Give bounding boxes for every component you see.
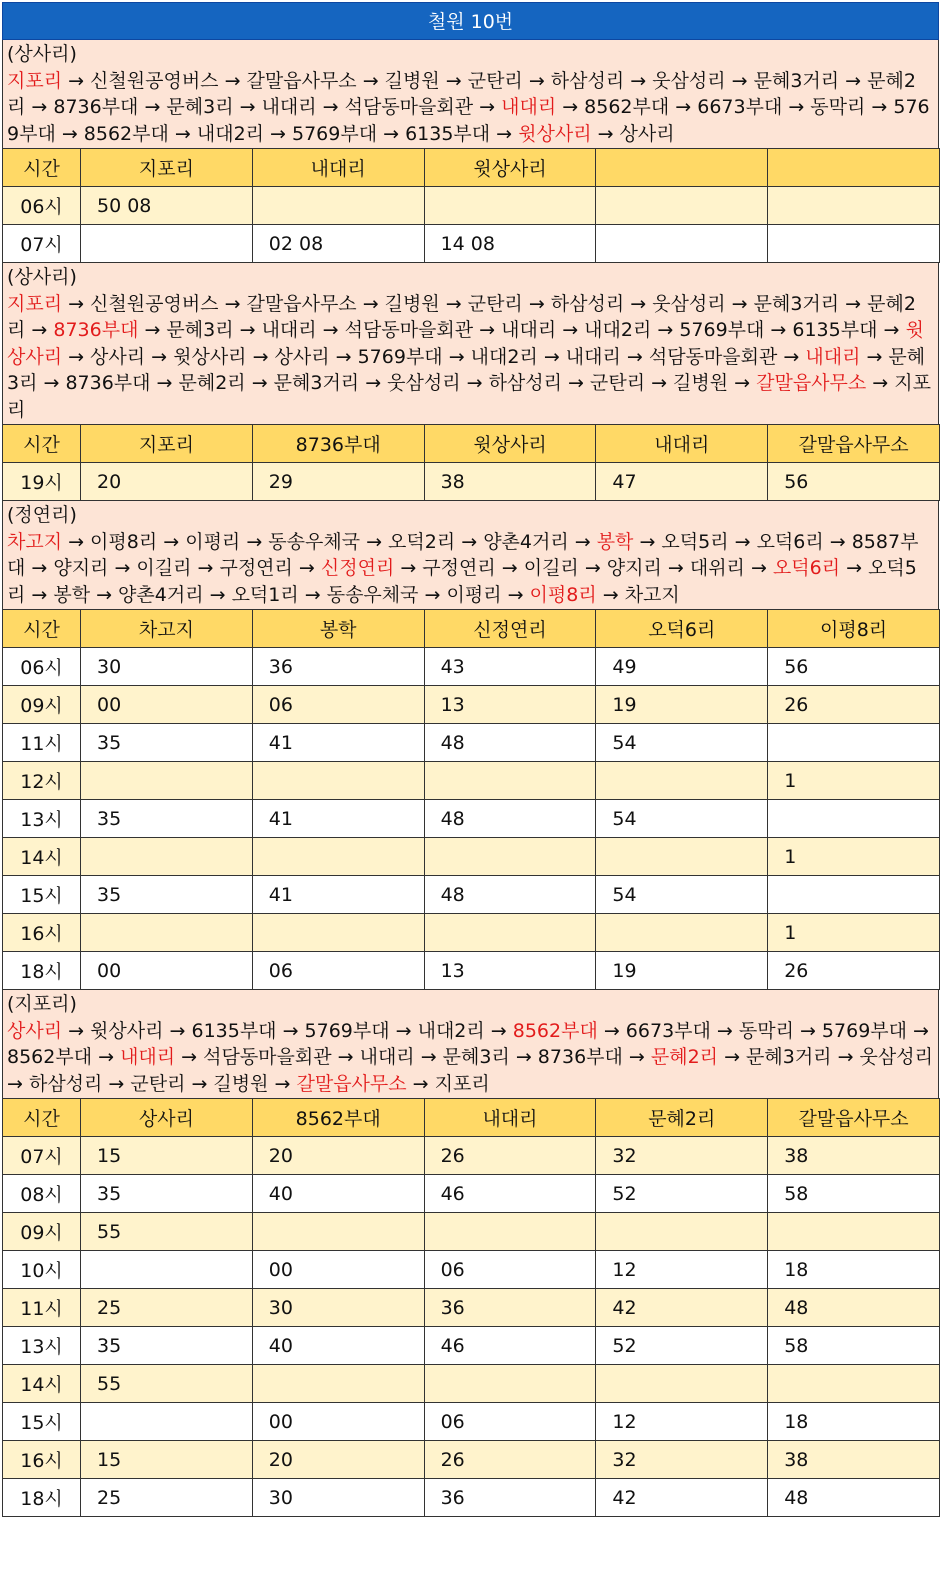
minute-cell: 55 [81,1365,253,1403]
minute-cell [768,1365,940,1403]
hour-cell: 14시 [3,838,81,876]
minute-cell: 32 [596,1137,768,1175]
minute-cell [424,838,596,876]
column-header [596,149,768,187]
route-stop-highlight: 문혜2리 [650,1046,719,1068]
route-origin: (지포리) [7,993,77,1015]
hour-cell: 06시 [3,187,81,225]
hour-cell: 16시 [3,1441,81,1479]
hour-cell: 07시 [3,225,81,263]
minute-cell: 26 [768,952,940,990]
route-stop-highlight: 지포리 [7,292,63,315]
minute-cell: 00 [81,686,253,724]
table-row [3,187,940,225]
minute-cell: 18 [768,1403,940,1441]
route-stop-text: → 상사리 [591,122,675,145]
minute-cell: 36 [252,648,424,686]
minute-cell: 38 [424,463,596,501]
route-stop-text: → 문혜3리 → 8736부대 → 문혜2리 → 문혜3거리 → 웃삼성리 → 하삼성리 → 군탄리 → 길병원 → [7,345,926,394]
table-row [3,1441,940,1479]
hour-cell: 12시 [3,762,81,800]
minute-cell: 00 [81,952,253,990]
table-header-row [3,149,940,187]
minute-cell: 00 [252,1403,424,1441]
table-row [3,952,940,990]
route-stop-highlight: 내대리 [120,1046,176,1068]
minute-cell: 35 [81,876,253,914]
column-header: 8736부대 [252,425,424,463]
table-row [3,1479,940,1517]
table-header-row [3,610,940,648]
route-stop-text: → 신철원공영버스 → 갈말읍사무소 → 길병원 → 군탄리 → 하삼성리 → 웃삼성리 → 문혜3거리 → 문혜2리 → [7,292,916,341]
minute-cell: 52 [596,1175,768,1213]
route-stops [7,291,934,424]
minute-cell: 06 [252,952,424,990]
minute-cell: 36 [424,1289,596,1327]
table-row [3,686,940,724]
route-stop-text: → 구정연리 → 이길리 → 양지리 → 대위리 → [394,557,773,579]
minute-cell: 30 [252,1289,424,1327]
column-header: 지포리 [81,149,253,187]
route-description [2,263,939,424]
minute-cell: 1 [768,914,940,952]
table-row [3,762,940,800]
column-header: 차고지 [81,610,253,648]
column-header: 시간 [3,610,81,648]
column-header: 갈말읍사무소 [768,1099,940,1137]
minute-cell: 54 [596,800,768,838]
minute-cell [596,1365,768,1403]
minute-cell [424,1213,596,1251]
minute-cell: 48 [424,876,596,914]
minute-cell: 43 [424,648,596,686]
table-row [3,1137,940,1175]
column-header: 지포리 [81,425,253,463]
route-origin: (정연리) [7,504,77,526]
route-stop-highlight: 이평8리 [529,583,597,606]
minute-cell: 48 [768,1289,940,1327]
minute-cell: 20 [252,1441,424,1479]
route-stops [7,529,934,609]
table-row [3,1403,940,1441]
schedule-table [2,609,940,990]
minute-cell: 54 [596,724,768,762]
minute-cell [81,1403,253,1441]
schedule-table [2,424,940,501]
minute-cell: 41 [252,724,424,762]
minute-cell: 38 [768,1441,940,1479]
minute-cell: 48 [424,800,596,838]
route-stop-text: → 석담동마을회관 → 내대리 → 문혜3리 → 8736부대 → [175,1046,651,1068]
minute-cell: 47 [596,463,768,501]
column-header: 봉학 [252,610,424,648]
minute-cell: 13 [424,952,596,990]
hour-cell: 11시 [3,724,81,762]
minute-cell: 18 [768,1251,940,1289]
route-stop-highlight: 차고지 [7,530,63,553]
minute-cell [596,225,768,263]
page-title: 철원 10번 [2,2,939,40]
route-origin: (상사리) [7,266,77,288]
minute-cell: 55 [81,1213,253,1251]
minute-cell: 1 [768,838,940,876]
hour-cell: 11시 [3,1289,81,1327]
hour-cell: 15시 [3,1403,81,1441]
minute-cell: 56 [768,648,940,686]
route-stop-highlight: 윗상사리 [7,319,924,368]
minute-cell [596,187,768,225]
table-row [3,800,940,838]
table-row [3,1213,940,1251]
minute-cell: 46 [424,1327,596,1365]
column-header: 오덕6리 [596,610,768,648]
column-header: 상사리 [81,1099,253,1137]
column-header: 신정연리 [424,610,596,648]
minute-cell: 52 [596,1327,768,1365]
column-header: 윗상사리 [424,149,596,187]
minute-cell [81,838,253,876]
hour-cell: 13시 [3,800,81,838]
minute-cell: 35 [81,800,253,838]
route-description [2,501,939,609]
minute-cell [252,762,424,800]
minute-cell: 35 [81,1175,253,1213]
minute-cell [81,914,253,952]
table-row [3,914,940,952]
table-row [3,1251,940,1289]
column-header: 문혜2리 [596,1099,768,1137]
minute-cell: 1 [768,762,940,800]
route-stop-highlight: 오덕6리 [772,557,841,579]
minute-cell: 19 [596,952,768,990]
table-header-row [3,425,940,463]
minute-cell: 19 [596,686,768,724]
route-stop-highlight: 내대리 [501,96,557,118]
minute-cell [252,838,424,876]
minute-cell: 25 [81,1289,253,1327]
minute-cell [768,225,940,263]
minute-cell [252,914,424,952]
minute-cell [252,1213,424,1251]
table-row [3,1365,940,1403]
hour-cell: 06시 [3,648,81,686]
route-stop-text: → 이평8리 → 이평리 → 동송우체국 → 오덕2리 → 양촌4거리 → [62,530,597,553]
minute-cell: 26 [424,1441,596,1479]
route-description [2,40,939,148]
hour-cell: 07시 [3,1137,81,1175]
hour-cell: 08시 [3,1175,81,1213]
minute-cell: 20 [252,1137,424,1175]
route-description [2,990,939,1098]
minute-cell [768,187,940,225]
minute-cell: 06 [424,1251,596,1289]
column-header: 내대리 [596,425,768,463]
hour-cell: 15시 [3,876,81,914]
route-stop-highlight: 윗상사리 [518,122,592,145]
route-stops [7,1018,934,1098]
minute-cell: 02 08 [252,225,424,263]
column-header [768,149,940,187]
route-stop-highlight: 봉학 [596,530,634,553]
route-stop-highlight: 갈말읍사무소 [296,1072,407,1095]
table-row [3,1175,940,1213]
minute-cell [252,187,424,225]
minute-cell: 12 [596,1251,768,1289]
column-header: 내대리 [424,1099,596,1137]
table-header-row [3,1099,940,1137]
minute-cell: 12 [596,1403,768,1441]
table-row [3,1327,940,1365]
minute-cell: 13 [424,686,596,724]
timetable-sections [2,40,939,1517]
route-stop-text: → 차고지 [596,583,680,606]
route-stops [7,68,934,148]
minute-cell [596,762,768,800]
minute-cell [81,1251,253,1289]
route-stop-text: → 신철원공영버스 → 갈말읍사무소 → 길병원 → 군탄리 → 하삼성리 → 웃삼성리 → 문혜3거리 → 문혜2리 → 8736부대 → 문혜3리 → 내대리 → 석담동마을회관 → [7,69,916,118]
table-row [3,225,940,263]
minute-cell: 36 [424,1479,596,1517]
hour-cell: 09시 [3,1213,81,1251]
minute-cell [424,762,596,800]
schedule-table [2,1098,940,1517]
minute-cell: 30 [81,648,253,686]
route-stop-text: → 상사리 → 윗상사리 → 상사리 → 5769부대 → 내대2리 → 내대리 → 석담동마을회관 → [62,345,806,368]
minute-cell [768,800,940,838]
minute-cell [252,1365,424,1403]
hour-cell: 10시 [3,1251,81,1289]
minute-cell: 35 [81,724,253,762]
hour-cell: 16시 [3,914,81,952]
minute-cell: 41 [252,876,424,914]
timetable-page [2,2,939,1517]
column-header: 갈말읍사무소 [768,425,940,463]
minute-cell: 42 [596,1479,768,1517]
minute-cell: 14 08 [424,225,596,263]
hour-cell: 13시 [3,1327,81,1365]
route-stop-text: → 윗상사리 → 6135부대 → 5769부대 → 내대2리 → [62,1019,513,1042]
column-header: 윗상사리 [424,425,596,463]
route-stop-text: → 오덕5리 → 봉학 → 양촌4거리 → 오덕1리 → 동송우체국 → 이평리 → [7,557,917,606]
minute-cell: 35 [81,1327,253,1365]
route-stop-text: → 지포리 [406,1072,490,1095]
minute-cell: 48 [768,1479,940,1517]
minute-cell: 58 [768,1175,940,1213]
minute-cell: 25 [81,1479,253,1517]
minute-cell: 32 [596,1441,768,1479]
minute-cell: 50 08 [81,187,253,225]
minute-cell [424,187,596,225]
route-stop-highlight: 상사리 [7,1019,63,1042]
minute-cell: 46 [424,1175,596,1213]
minute-cell: 29 [252,463,424,501]
column-header: 시간 [3,425,81,463]
minute-cell: 42 [596,1289,768,1327]
minute-cell [768,724,940,762]
table-row [3,724,940,762]
minute-cell: 48 [424,724,596,762]
minute-cell: 06 [424,1403,596,1441]
minute-cell: 20 [81,463,253,501]
route-stop-text: → 문혜3거리 → 웃삼성리 → 하삼성리 → 군탄리 → 길병원 → [7,1046,933,1095]
route-stop-highlight: 지포리 [7,69,63,92]
hour-cell: 14시 [3,1365,81,1403]
minute-cell: 54 [596,876,768,914]
table-row [3,838,940,876]
minute-cell [596,1213,768,1251]
minute-cell: 06 [252,686,424,724]
minute-cell: 00 [252,1251,424,1289]
minute-cell [596,838,768,876]
minute-cell [424,1365,596,1403]
route-stop-highlight: 8562부대 [512,1019,598,1042]
table-row [3,1289,940,1327]
minute-cell: 58 [768,1327,940,1365]
column-header: 내대리 [252,149,424,187]
column-header: 시간 [3,1099,81,1137]
route-stop-text: → 오덕5리 → 오덕6리 → 8587부대 → 양지리 → 이길리 → 구정연리 → [7,530,919,579]
route-stop-highlight: 내대리 [805,345,861,368]
route-stop-highlight: 신정연리 [320,557,395,579]
minute-cell: 15 [81,1441,253,1479]
minute-cell [424,914,596,952]
table-row [3,876,940,914]
hour-cell: 19시 [3,463,81,501]
minute-cell: 15 [81,1137,253,1175]
minute-cell [81,225,253,263]
minute-cell [596,914,768,952]
route-origin: (상사리) [7,43,77,65]
column-header: 시간 [3,149,81,187]
route-stop-text: → 6673부대 → 동막리 → 5769부대 → 8562부대 → [7,1019,929,1068]
minute-cell: 30 [252,1479,424,1517]
schedule-table [2,148,940,263]
minute-cell: 40 [252,1175,424,1213]
minute-cell: 38 [768,1137,940,1175]
minute-cell: 49 [596,648,768,686]
minute-cell: 40 [252,1327,424,1365]
minute-cell: 41 [252,800,424,838]
minute-cell [768,876,940,914]
hour-cell: 09시 [3,686,81,724]
minute-cell: 26 [424,1137,596,1175]
minute-cell: 26 [768,686,940,724]
route-stop-text: → 지포리 [7,372,931,421]
route-stop-text: → 문혜3리 → 내대리 → 석담동마을회관 → 내대리 → 내대2리 → 5769부대 → 6135부대 → [138,319,906,341]
minute-cell: 56 [768,463,940,501]
minute-cell [768,1213,940,1251]
table-row [3,648,940,686]
column-header: 8562부대 [252,1099,424,1137]
column-header: 이평8리 [768,610,940,648]
route-stop-highlight: 갈말읍사무소 [756,372,867,394]
table-row [3,463,940,501]
route-stop-text: → 8562부대 → 6673부대 → 동막리 → 5769부대 → 8562부대 → 내대2리 → 5769부대 → 6135부대 → [7,96,930,145]
minute-cell [81,762,253,800]
hour-cell: 18시 [3,952,81,990]
route-stop-highlight: 8736부대 [53,319,139,341]
hour-cell: 18시 [3,1479,81,1517]
